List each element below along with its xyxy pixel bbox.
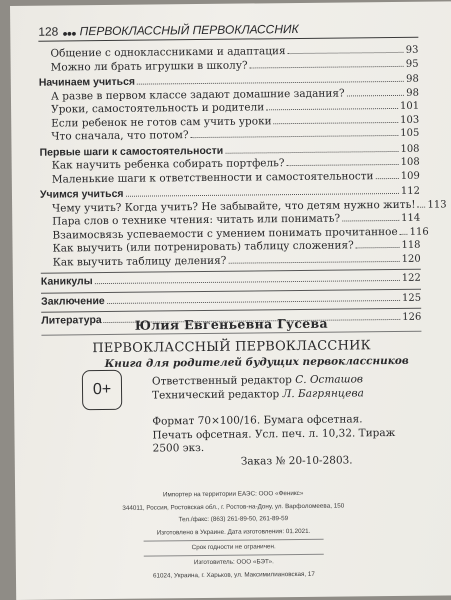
imprint-block: [41, 315, 422, 468]
toc-leader-dots: [347, 94, 405, 96]
book-subtitle: Книга для родителей будущих первоклассников: [104, 354, 409, 371]
editor-label: Ответственный редактор: [151, 374, 292, 388]
toc-entry-title: Если ребенок не готов сам учить уроки: [51, 114, 272, 130]
editor-name: С. Осташов: [295, 373, 364, 387]
toc-entry-title: Уроки, самостоятельность и родители: [51, 101, 265, 116]
toc-entry-title: Чему учить? Когда учить? Не забывайте, что детям нужно жить!: [52, 198, 416, 215]
shelf-life-line: Срок годности не ограничен.: [191, 543, 276, 551]
made-in-line: Изготовлено в Украине. Дата изготовления: 01.2021.: [156, 527, 311, 536]
format-line: Формат 70×100/16. Бумага офсетная.: [152, 413, 363, 428]
toc-entry-title: Первые шаги к самостоятельности: [39, 144, 224, 159]
maker-line: Изготовитель: ООО «БЭТ».: [193, 558, 274, 567]
toc-section: [41, 269, 421, 289]
toc-entry-title: Пара слов о технике чтения: читать или понимать?: [52, 212, 341, 228]
toc-entry: [41, 252, 421, 269]
toc-leader-dots: [126, 193, 399, 197]
running-title: ПЕРВОКЛАССНЫЙ ПЕРВОКЛАССНИК: [79, 21, 299, 39]
ornament-dots-icon: ●●●: [62, 28, 76, 39]
toc-entry-page: 126: [402, 311, 422, 323]
toc-entry-title: Как выучить (или потренировать) таблицу сложения?: [52, 239, 354, 255]
toc-entry-title: Общение с одноклассниками и адаптация: [50, 45, 286, 60]
toc-entry-page: 116: [409, 226, 429, 238]
toc-entry: [39, 57, 419, 74]
print-line: Печать офсетная. Усл. печ. л. 10,32. Тираж 2500 экз.: [152, 426, 396, 455]
toc-leader-dots: [287, 164, 399, 166]
toc-entry-title: Что сначала, что потом?: [51, 129, 189, 143]
toc-leader-dots: [342, 220, 399, 222]
print-specs: [152, 413, 423, 470]
toc-entry-page: 103: [400, 114, 420, 126]
legal-info: [43, 487, 424, 584]
table-of-contents: [38, 44, 447, 335]
toc-section: [41, 288, 421, 308]
tech-editor-label: Технический редактор: [152, 387, 280, 402]
toc-leader-dots: [107, 299, 400, 303]
toc-leader-dots: [418, 206, 426, 207]
toc-leader-dots: [274, 121, 399, 123]
toc-leader-dots: [250, 65, 404, 68]
toc-leader-dots: [288, 52, 404, 54]
importer-address: 344011, Россия, Ростовская обл., г. Ростов-на-Дону, ул. Варфоломеева, 150: [122, 502, 345, 512]
toc-entry-page: 120: [401, 253, 421, 265]
toc-entry-title: Учимся учиться: [39, 187, 124, 201]
toc-entry-page: 118: [401, 239, 421, 251]
toc-leader-dots: [266, 108, 398, 110]
toc-entry-page: 105: [400, 127, 420, 139]
toc-leader-dots: [225, 150, 398, 153]
toc-entry-page: 93: [405, 44, 419, 56]
toc-entry-page: 109: [400, 170, 420, 182]
tech-editor-line: [152, 387, 364, 403]
page-number: 128: [38, 24, 59, 39]
toc-entry: [39, 127, 419, 144]
toc-entry-page: 108: [400, 156, 420, 168]
toc-entry-title: Начинаем учиться: [38, 75, 136, 89]
phone-line: Тел./факс: (863) 261-89-50, 261-89-59: [178, 515, 289, 524]
toc-leader-dots: [95, 280, 400, 284]
maker-address: 61024, Украина, г. Харьков, ул. Максимилиановская, 17: [152, 570, 315, 580]
toc-entry-page: 98: [405, 73, 419, 85]
book-title: ПЕРВОКЛАССНЫЙ ПЕРВОКЛАССНИК: [92, 338, 371, 357]
toc-entry-page: 98: [406, 87, 419, 99]
tech-editor-name: Л. Багрянцева: [282, 386, 364, 400]
toc-entry-title: Каникулы: [40, 275, 93, 288]
toc-entry-title: Как научить ребенка собирать портфель?: [51, 157, 285, 172]
toc-entry-title: Взаимосвязь успеваемости с умением понимать прочитанное: [52, 225, 398, 242]
toc-leader-dots: [228, 260, 399, 263]
toc-entry-page: 122: [401, 272, 421, 284]
toc-entry-page: 125: [401, 292, 422, 304]
toc-entry-page: 95: [405, 58, 419, 70]
toc-leader-dots: [356, 247, 400, 248]
toc-leader-dots: [137, 81, 404, 85]
running-header: [38, 16, 418, 42]
order-line: Заказ № 20-10-2803.: [240, 453, 353, 468]
toc-entry-page: 112: [400, 185, 421, 197]
toc-entry-title: Как выучить таблицу деления?: [52, 254, 227, 269]
toc-leader-dots: [376, 177, 399, 178]
toc-leader-dots: [400, 233, 408, 234]
importer-line: Импортер на территории ЕАЭС: ООО «Феникс»: [162, 489, 304, 499]
toc-leader-dots: [191, 135, 399, 138]
toc-entry-title: Маленькие шаги к ответственности и самостоятельности: [51, 169, 374, 186]
author-name: Юлия Евгеньевна Гусева: [134, 315, 328, 333]
book-page: [10, 1, 451, 600]
toc-entry-page: 113: [427, 198, 447, 211]
toc-entry-title: А разве в первом классе задают домашние задания?: [50, 87, 345, 103]
toc-entry-title: Можно ли брать игрушки в школу?: [50, 59, 248, 74]
toc-entry-page: 101: [399, 100, 420, 112]
editors-credits: [152, 373, 364, 402]
toc-entry-page: 114: [401, 212, 421, 224]
age-rating-badge: 0+: [82, 370, 122, 410]
toc-entry-title: Литература: [41, 314, 102, 327]
toc-entry-title: Заключение: [41, 294, 105, 308]
toc-entry: [40, 169, 420, 186]
toc-entry-page: 108: [400, 143, 420, 155]
